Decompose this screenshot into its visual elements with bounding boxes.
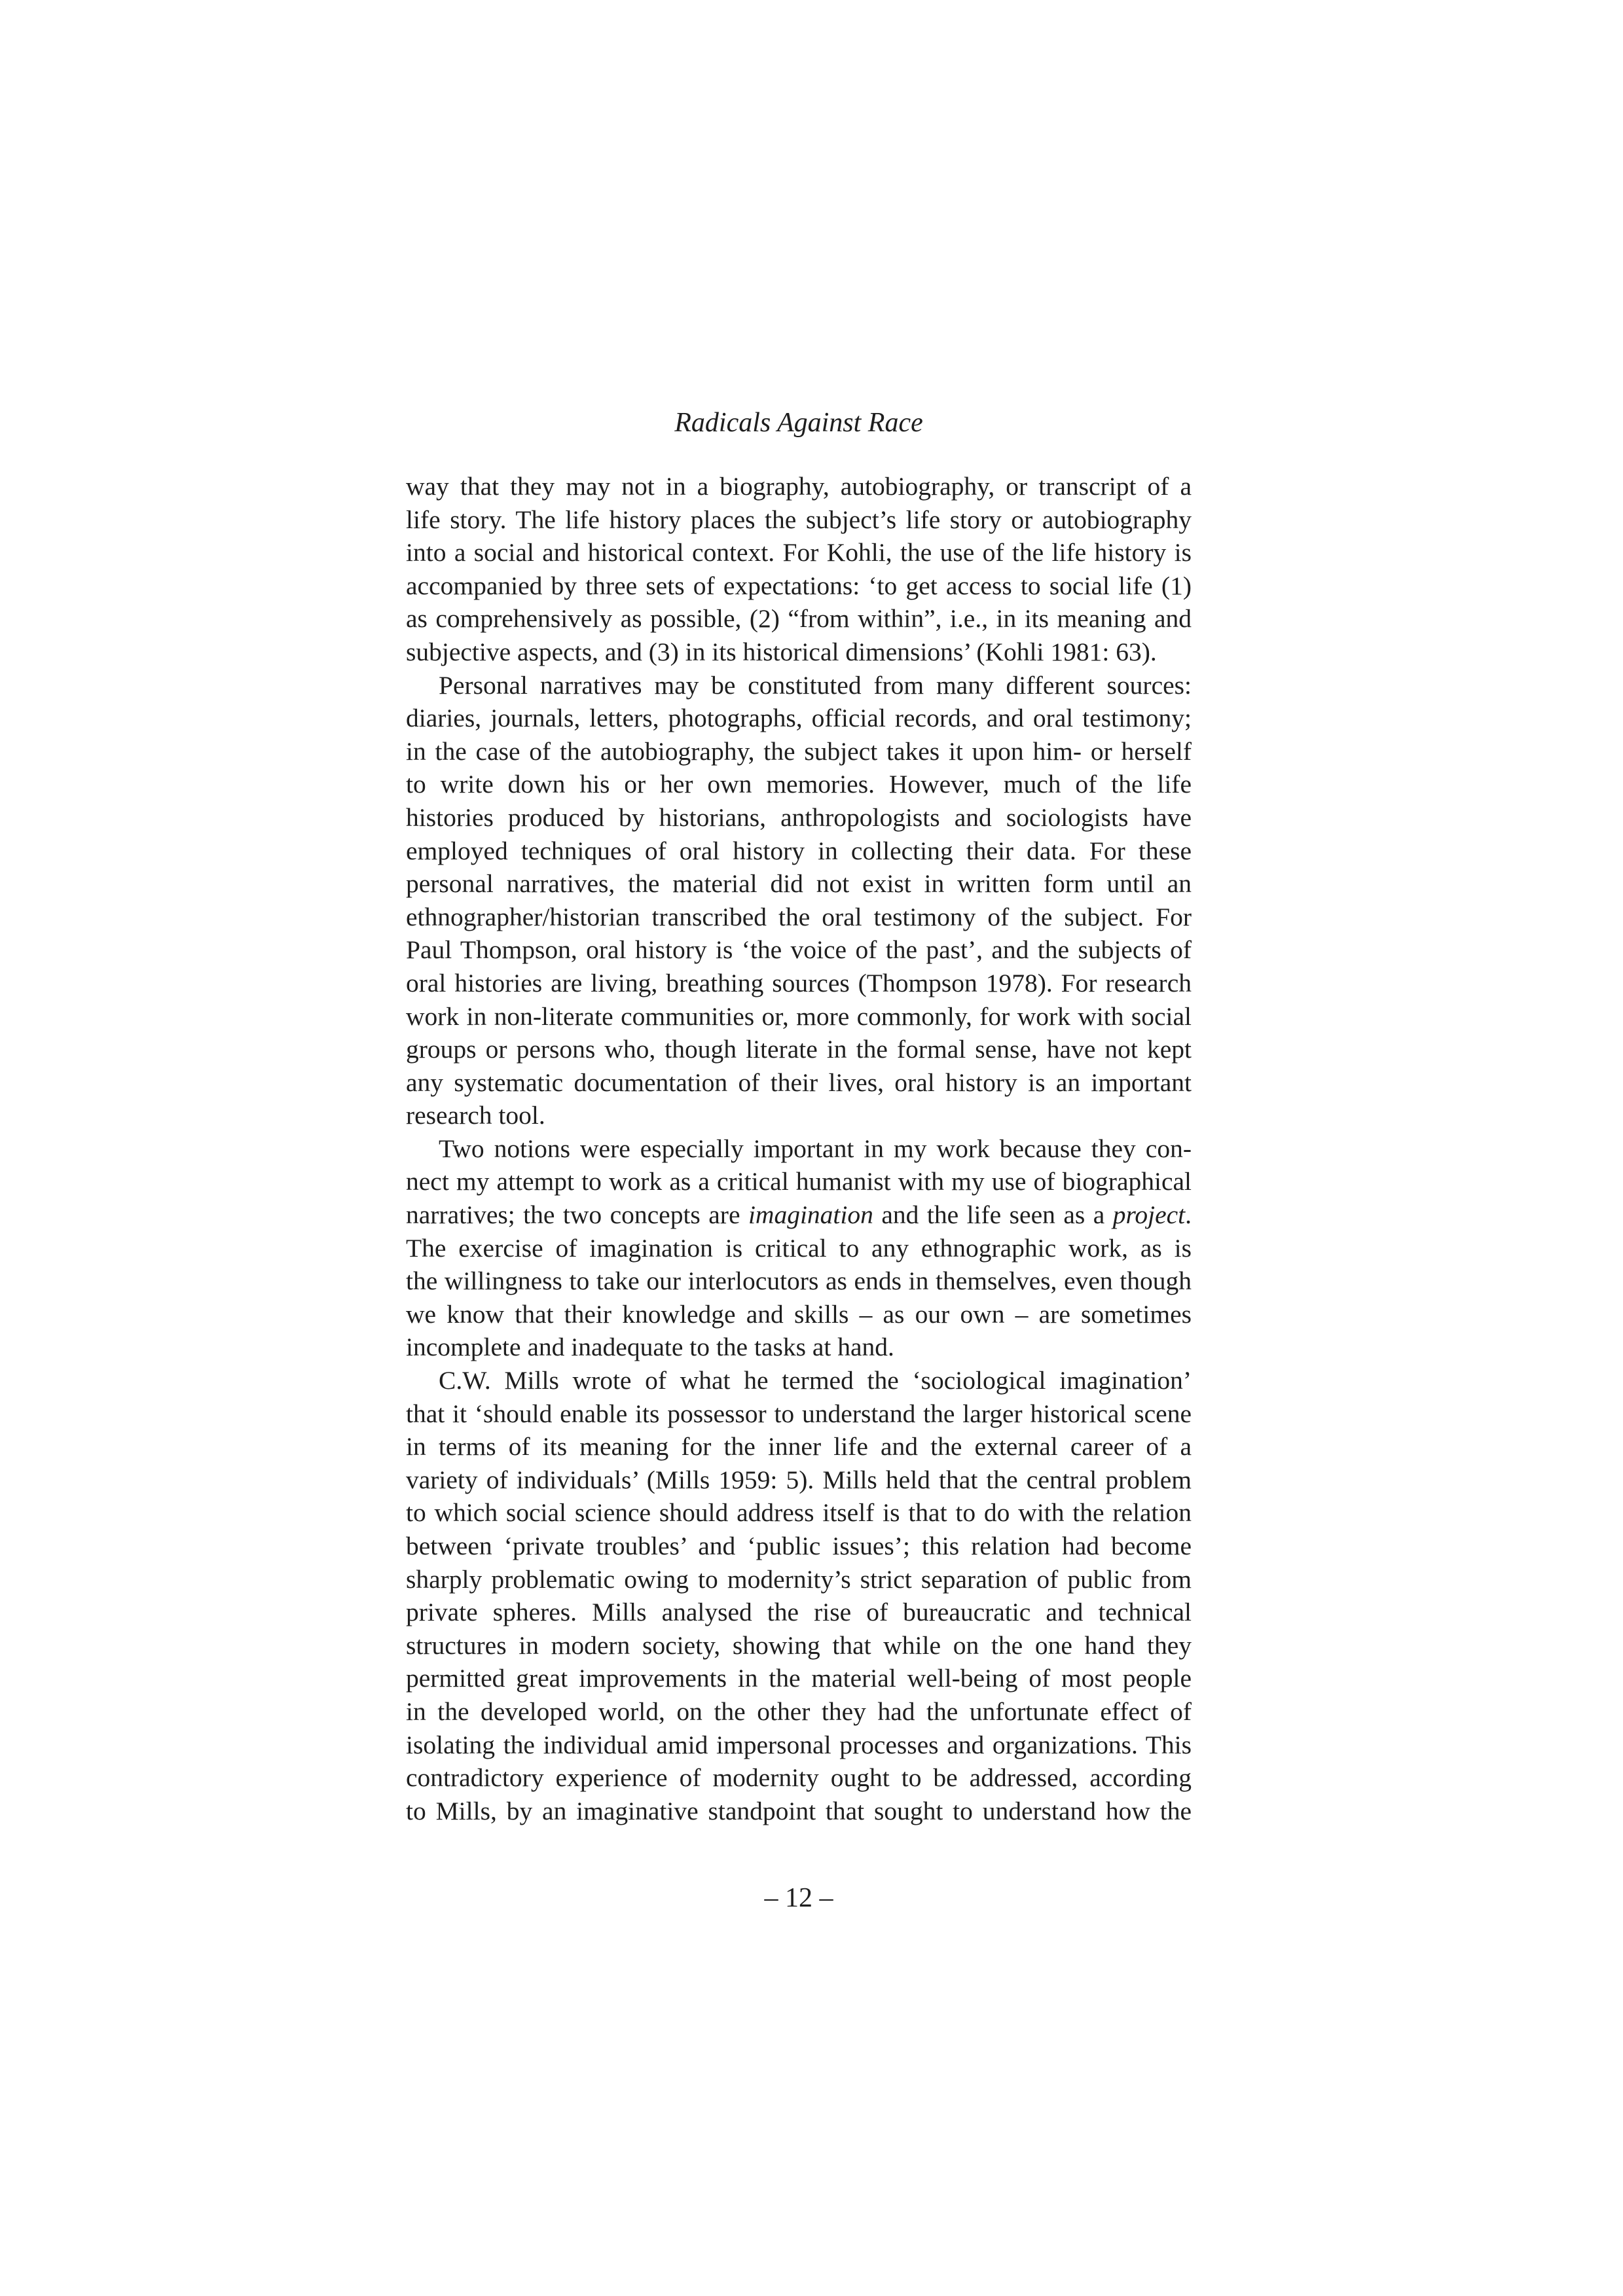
text-line: groups or persons who, though literate in the formal sense, have not kept [406, 1035, 1192, 1064]
text-line: Personal narratives may be constituted from many different sources: [439, 670, 1192, 700]
body-text [406, 470, 1192, 1827]
text-line: in the developed world, on the other they had the unfortunate effect of [406, 1696, 1192, 1726]
text-line: accompanied by three sets of expectations: ‘to get access to social life (1) [406, 571, 1192, 600]
text-line: oral histories are living, breathing sources (Thompson 1978). For research [406, 968, 1192, 997]
text-line: subjective aspects, and (3) in its historical dimensions’ (Kohli 1981: 63). [406, 637, 1157, 666]
text-line: as comprehensively as possible, (2) “from within”, i.e., in its meaning and [406, 604, 1192, 634]
text-line: life story. The life history places the subject’s life story or autobiography [406, 505, 1192, 534]
paragraph-2 [406, 669, 1192, 1132]
text-line: the willingness to take our interlocutors as ends in themselves, even though [406, 1266, 1192, 1296]
text-line: incomplete and inadequate to the tasks at hand. [406, 1333, 894, 1362]
emphasis-project: project [1112, 1200, 1186, 1230]
text-line: ethnographer/historian transcribed the oral testimony of the subject. For [406, 902, 1192, 931]
text-line: employed techniques of oral history in collecting their data. For these [406, 836, 1192, 865]
text-line: way that they may not in a biography, autobiography, or transcript of a [406, 472, 1192, 501]
text-line: contradictory experience of modernity ought to be addressed, according [406, 1763, 1192, 1793]
text-run: . [1185, 1200, 1192, 1230]
text-line: to write down his or her own memories. However, much of the life [406, 770, 1192, 799]
text-line: structures in modern society, showing that while on the one hand they [406, 1630, 1192, 1660]
text-line: permitted great improvements in the material well-being of most people [406, 1664, 1192, 1693]
emphasis-imagination: imagination [748, 1200, 873, 1230]
text-line: personal narratives, the material did not exist in written form until an [406, 869, 1192, 899]
text-line: in the case of the autobiography, the subject takes it upon him- or herself [406, 736, 1192, 766]
text-line: to which social science should address itself is that to do with the relation [406, 1498, 1192, 1528]
paragraph-4 [406, 1364, 1192, 1827]
text-line: variety of individuals’ (Mills 1959: 5). Mills held that the central problem [406, 1465, 1192, 1494]
text-line: that it ‘should enable its possessor to understand the larger historical scene [406, 1399, 1192, 1428]
page-number: – 12 – [764, 1883, 833, 1913]
text-line: sharply problematic owing to modernity’s strict separation of public from [406, 1564, 1192, 1594]
text-line: The exercise of imagination is critical to any ethnographic work, as is [406, 1233, 1192, 1263]
text-line: we know that their knowledge and skills – as our own – are sometimes [406, 1299, 1192, 1329]
text-line: work in non-literate communities or, more commonly, for work with social [406, 1001, 1192, 1031]
text-line: diaries, journals, letters, photographs, official records, and oral testimony; [406, 704, 1192, 733]
text-line: any systematic documentation of their lives, oral history is an important [406, 1067, 1192, 1097]
text-line: Two notions were especially important in my work because they con- [439, 1134, 1192, 1163]
text-line: into a social and historical context. For Kohli, the use of the life history is [406, 538, 1192, 567]
text-run: narratives; the two concepts are [406, 1200, 748, 1230]
text-line: research tool. [406, 1101, 545, 1130]
text-line: histories produced by historians, anthropologists and sociologists have [406, 802, 1192, 832]
text-line: between ‘private troubles’ and ‘public issues’; this relation had become [406, 1532, 1192, 1560]
running-head: Radicals Against Race [674, 408, 923, 438]
text-line: C.W. Mills wrote of what he termed the ‘sociological imagination’ [439, 1366, 1192, 1395]
text-line [406, 1198, 1192, 1232]
paragraph-1 [406, 470, 1192, 669]
text-line: isolating the individual amid impersonal processes and organizations. This [406, 1730, 1192, 1759]
text-line: in terms of its meaning for the inner life and the external career of a [406, 1432, 1192, 1462]
text-line: to Mills, by an imaginative standpoint that sought to understand how the [406, 1796, 1192, 1825]
paragraph-3 [406, 1132, 1192, 1364]
text-line: private spheres. Mills analysed the rise of bureaucratic and technical [406, 1598, 1192, 1627]
text-line: Paul Thompson, oral history is ‘the voice of the past’, and the subjects of [406, 935, 1192, 965]
text-run: and the life seen as a [873, 1200, 1113, 1230]
text-line: nect my attempt to work as a critical humanist with my use of biographical [406, 1167, 1192, 1196]
